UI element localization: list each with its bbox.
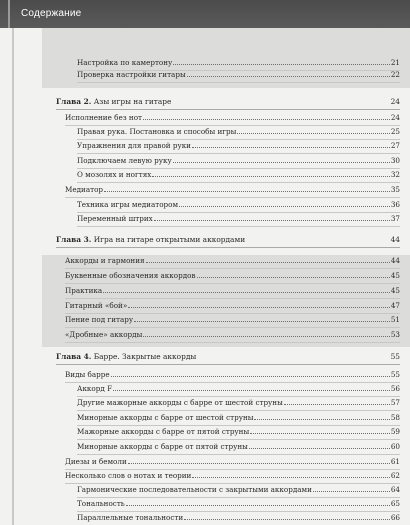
toc-entry-title: Аккорд F <box>77 384 113 393</box>
leader-dots <box>192 477 390 478</box>
leader-dots <box>184 519 390 520</box>
toc-page-number: 27 <box>390 141 400 150</box>
toc-entry-title: Аккорды и гармония <box>65 256 145 265</box>
toc-page-number: 51 <box>390 315 400 324</box>
toc-entry[interactable] <box>65 313 400 328</box>
leader-dots <box>237 133 389 134</box>
leader-dots <box>143 119 390 120</box>
toc-page-number: 45 <box>390 286 400 295</box>
leader-dots <box>179 206 390 207</box>
chapter-heading[interactable] <box>56 350 400 365</box>
page-title: Содержание <box>21 8 82 19</box>
toc-entry[interactable] <box>65 299 400 314</box>
toc-entry[interactable] <box>77 425 400 440</box>
chapter-title: Игра на гитаре открытыми аккордами <box>93 235 246 244</box>
toc-entry[interactable] <box>65 368 400 383</box>
leader-dots <box>284 404 390 405</box>
toc-entry[interactable] <box>77 198 400 213</box>
toc-page-number: 66 <box>390 513 400 522</box>
header-accent-line <box>8 0 10 28</box>
toc-entry-title: Упражнения для правой руки <box>77 141 191 150</box>
toc-page-number: 62 <box>390 471 400 480</box>
leader-dots <box>143 336 390 337</box>
toc-page-number: 37 <box>390 214 400 223</box>
toc-page-number: 57 <box>390 398 400 407</box>
leader-dots <box>146 262 390 263</box>
toc-entry[interactable] <box>65 469 400 484</box>
toc-entry[interactable] <box>77 411 400 426</box>
toc-page-number: 55 <box>390 370 400 379</box>
toc-entry[interactable] <box>65 269 400 284</box>
toc-page-number: 22 <box>390 70 400 79</box>
toc-entry[interactable] <box>77 440 400 455</box>
chapter-number: Глава 2. <box>56 97 92 106</box>
leader-dots <box>173 162 390 163</box>
toc-page-number: 61 <box>390 457 400 466</box>
leader-dots <box>187 76 390 77</box>
toc-page-number: 58 <box>390 413 400 422</box>
toc-entry-title: Буквенные обозначения аккордов <box>65 271 196 280</box>
toc-entry-title: Тональность <box>77 499 125 508</box>
leader-dots <box>126 505 390 506</box>
toc-page-number: 21 <box>390 58 400 67</box>
toc-page-number: 30 <box>390 156 400 165</box>
toc-entry-title: Переменный штрих <box>77 214 153 223</box>
toc-entry[interactable] <box>77 511 400 525</box>
toc-entry[interactable] <box>77 212 400 227</box>
toc-page-number: 59 <box>390 427 400 436</box>
page-header <box>0 0 410 28</box>
leader-dots <box>103 292 390 293</box>
leader-dots <box>134 321 390 322</box>
leader-dots <box>128 463 390 464</box>
leader-dots <box>249 448 390 449</box>
leader-dots <box>113 390 390 391</box>
leader-dots <box>152 176 390 177</box>
toc-page-number: 44 <box>390 256 400 265</box>
leader-dots <box>250 433 390 434</box>
toc-entry-title: Виды барре <box>65 370 110 379</box>
chapter-title: Барре. Закрытые аккорды <box>93 352 197 361</box>
toc-entry-title: Настройка по камертону <box>77 58 173 67</box>
leader-dots <box>173 64 390 65</box>
toc-entry-title: Параллельные тональности <box>77 513 184 522</box>
toc-page-number: 65 <box>390 499 400 508</box>
toc-entry-title: Пение под гитару <box>65 315 134 324</box>
toc-entry[interactable] <box>77 382 400 397</box>
chapter-heading[interactable] <box>56 95 400 110</box>
toc-entry[interactable] <box>77 168 400 183</box>
chapter-title: Азы игры на гитаре <box>93 97 172 106</box>
toc-entry-title: Практика <box>65 286 103 295</box>
toc-entry[interactable] <box>77 396 400 411</box>
leader-dots <box>111 376 390 377</box>
toc-page-number: 36 <box>390 200 400 209</box>
toc-entry[interactable] <box>65 254 400 269</box>
toc-entry[interactable] <box>77 139 400 154</box>
toc-entry[interactable] <box>77 68 400 83</box>
chapter-number: Глава 4. <box>56 352 92 361</box>
chapter-page-number: 44 <box>390 235 400 244</box>
toc-entry-title: Гармонические последовательности с закрытыми аккордами <box>77 485 312 494</box>
leader-dots <box>154 220 390 221</box>
toc-page-number: 25 <box>390 127 400 136</box>
toc-page-number: 64 <box>390 485 400 494</box>
toc-entry[interactable] <box>65 455 400 470</box>
toc-page-number: 60 <box>390 442 400 451</box>
toc-page-number: 35 <box>390 185 400 194</box>
toc-entry[interactable] <box>65 284 400 299</box>
leader-dots <box>197 277 390 278</box>
toc-entry[interactable] <box>65 183 400 198</box>
toc-entry-title: Диезы и бемоли <box>65 457 127 466</box>
toc-page-number: 56 <box>390 384 400 393</box>
leader-dots <box>104 191 390 192</box>
toc-entry[interactable] <box>77 497 400 512</box>
toc-entry[interactable] <box>65 328 400 343</box>
toc-entry-title: Проверка настройки гитары <box>77 70 186 79</box>
leader-dots <box>192 147 390 148</box>
leader-dots <box>313 491 390 492</box>
toc-entry-title: Минорные аккорды с барре от шестой струны <box>77 413 254 422</box>
toc-page-number: 53 <box>390 330 400 339</box>
toc-entry-title: Техника игры медиатором <box>77 200 179 209</box>
toc-entry[interactable] <box>77 154 400 169</box>
chapter-number: Глава 3. <box>56 235 92 244</box>
toc-entry-title: Мажорные аккорды с барре от пятой струны <box>77 427 250 436</box>
toc-page-number: 32 <box>390 170 400 179</box>
leader-dots <box>128 307 390 308</box>
toc-entry-title: Минорные аккорды с барре от пятой струны <box>77 442 248 451</box>
toc-entry-title: Подключаем левую руку <box>77 156 172 165</box>
toc-entry-title: Исполнение без нот <box>65 113 143 122</box>
toc-entry[interactable] <box>77 483 400 498</box>
toc-entry-title: О мозолях и ногтях <box>77 170 152 179</box>
chapter-heading[interactable] <box>56 233 400 248</box>
toc-page-number: 47 <box>390 301 400 310</box>
left-margin-rule <box>12 28 14 525</box>
chapter-page-number: 24 <box>390 97 400 106</box>
toc-entry-title: Несколько слов о нотах и теории <box>65 471 192 480</box>
toc-entry-title: Другие мажорные аккорды с барре от шестой струны <box>77 398 283 407</box>
leader-dots <box>254 419 389 420</box>
toc-entry[interactable] <box>65 111 400 126</box>
toc-entry-title: «Дробные» аккорды <box>65 330 143 339</box>
chapter-page-number: 55 <box>390 352 400 361</box>
toc-entry[interactable] <box>77 125 400 140</box>
toc-entry-title: Правая рука. Постановка и способы игры <box>77 127 237 136</box>
toc-page-number: 24 <box>390 113 400 122</box>
toc-entry-title: Гитарный «бой» <box>65 301 128 310</box>
toc-entry-title: Медиатор <box>65 185 104 194</box>
toc-page-number: 45 <box>390 271 400 280</box>
